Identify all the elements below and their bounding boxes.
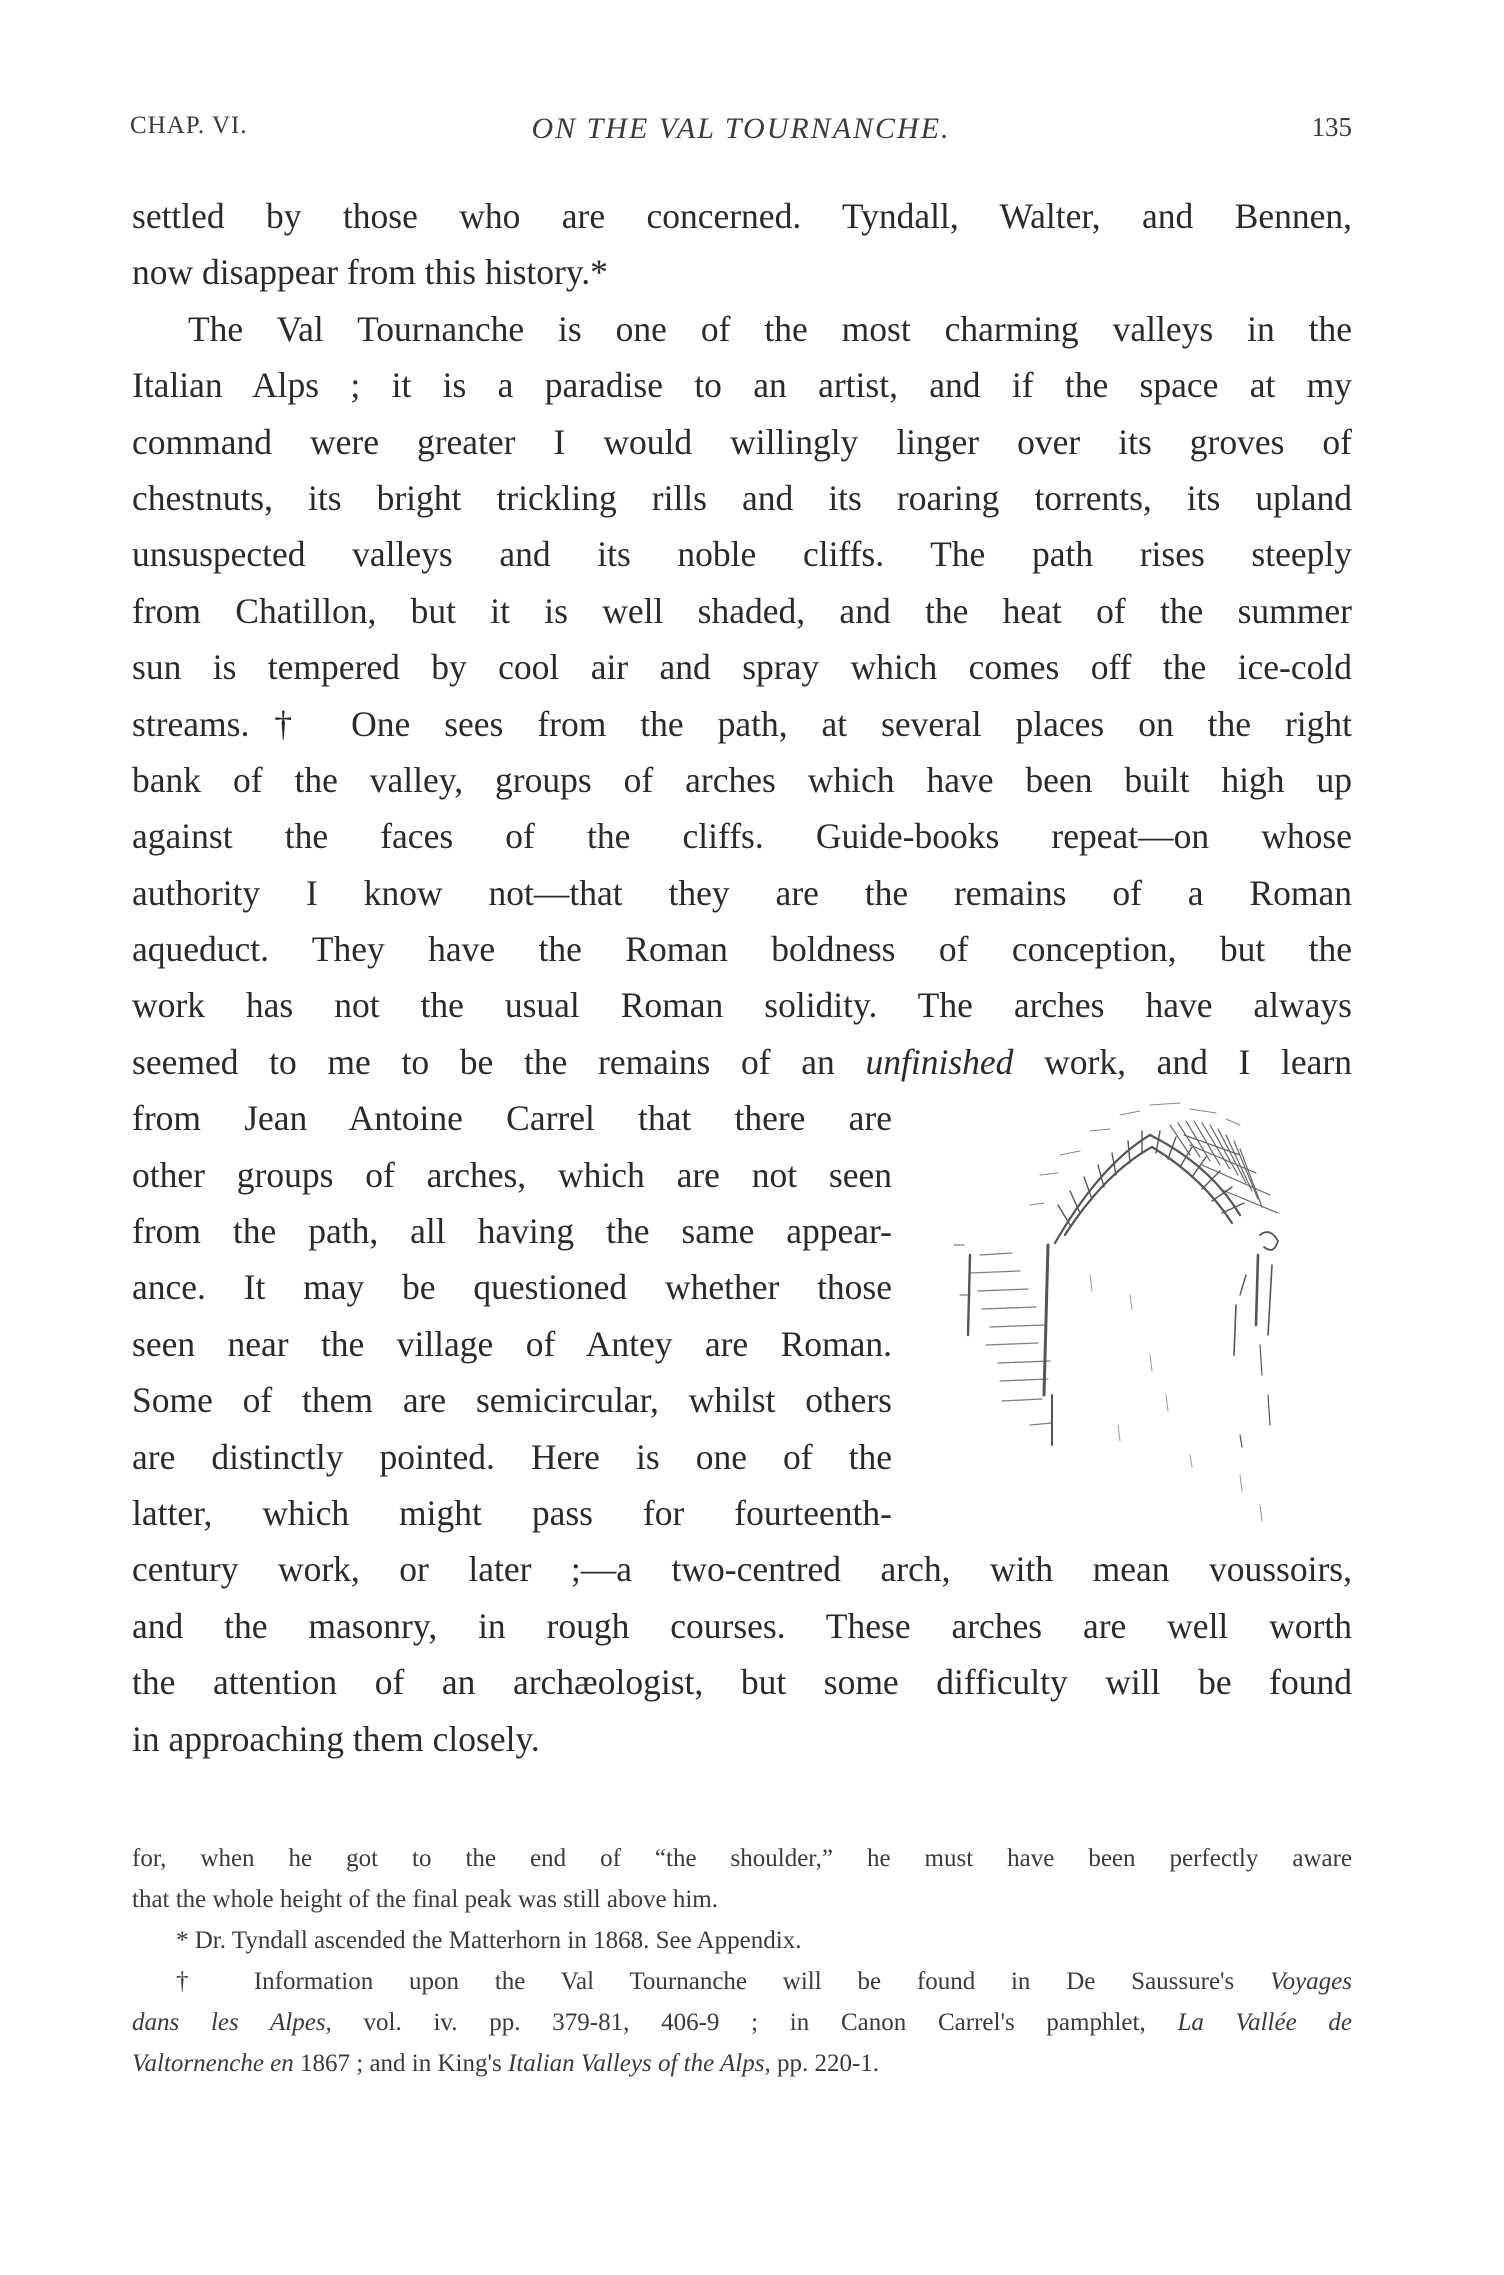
text-line: against the faces of the cliffs. Guide-books repeat—on whose [132, 816, 1352, 857]
text-line: other groups of arches, which are not seen [132, 1154, 892, 1195]
pointed-arch-engraving [940, 1095, 1340, 1535]
text-line: work has not the usual Roman solidity. The arches have always [132, 985, 1352, 1026]
text-fragment: vol. iv. pp. 379-81, 406-9 ; in Canon Carrel's pamphlet, [363, 2009, 1146, 2036]
text-fragment: pp. 220-1. [776, 2050, 880, 2077]
text-line: and the masonry, in rough courses. These arches are well worth [132, 1605, 1352, 1646]
text-line: The Val Tournanche is one of the most charming valleys in the [188, 308, 1352, 349]
text-line: seen near the village of Antey are Roman. [132, 1323, 892, 1364]
footnote-star: * Dr. Tyndall ascended the Matterhorn in 1868. See Appendix. [176, 1927, 802, 1954]
text-line: from Chatillon, but it is well shaded, and the heat of the summer [132, 590, 1352, 631]
text-line: Some of them are semicircular, whilst others [132, 1380, 892, 1421]
text-line: are distinctly pointed. Here is one of the [132, 1436, 892, 1477]
text-line: authority I know not—that they are the remains of a Roman [132, 872, 1352, 913]
italic-title: Voyages [1270, 1968, 1352, 1995]
text-line: the attention of an archæologist, but some difficulty will be found [132, 1662, 1352, 1703]
text-line: chestnuts, its bright trickling rills and its roaring torrents, its upland [132, 477, 1352, 518]
text-line: from the path, all having the same appear- [132, 1211, 892, 1252]
footnote-line: that the whole height of the final peak was still above him. [132, 1886, 718, 1913]
text-line: Italian Alps ; it is a paradise to an artist, and if the space at my [132, 365, 1352, 406]
text-fragment: 1867 ; and in King's [300, 2050, 502, 2077]
text-line: unsuspected valleys and its noble cliffs. The path rises steeply [132, 534, 1352, 575]
text-line: aqueduct. They have the Roman boldness of conception, but the [132, 929, 1352, 970]
italic-word: unfinished [865, 1041, 1014, 1082]
footnote-line [132, 2002, 1352, 2043]
text-line: command were greater I would willingly linger over its groves of [132, 421, 1352, 462]
text-line [132, 1034, 1352, 1090]
running-title: ON THE VAL TOURNANCHE. [531, 112, 951, 145]
page-number: 135 [1311, 112, 1352, 142]
text-fragment: † Information upon the Val Tournanche will be found in De Saussure's [176, 1968, 1235, 1995]
footnote-line [132, 2043, 1352, 2084]
text-line: now disappear from this history.* [132, 252, 608, 293]
footnotes [132, 1838, 1352, 2084]
running-head [130, 112, 1352, 152]
footnote-line: for, when he got to the end of “the shoulder,” he must have been perfectly aware [132, 1845, 1352, 1872]
text-line: from Jean Antoine Carrel that there are [132, 1098, 892, 1139]
italic-title: Italian Valleys of the Alps, [508, 2050, 771, 2077]
text-line: in approaching them closely. [132, 1718, 540, 1759]
text-fragment: seemed to me to be the remains of an [132, 1041, 835, 1082]
text-line: bank of the valley, groups of arches which have been built high up [132, 759, 1352, 800]
italic-title: Valtornenche en [132, 2050, 294, 2077]
text-line: streams.† One sees from the path, at several places on the right [132, 703, 1352, 744]
chapter-label: CHAP. VI. [130, 112, 248, 139]
text-fragment: work, and I learn [1044, 1041, 1353, 1082]
text-line: settled by those who are concerned. Tyndall, Walter, and Bennen, [132, 196, 1352, 236]
text-line: ance. It may be questioned whether those [132, 1267, 892, 1308]
text-line: latter, which might pass for fourteenth- [132, 1492, 892, 1533]
text-line: sun is tempered by cool air and spray which comes off the ice-cold [132, 647, 1352, 688]
italic-title: La Vallée de [1177, 2009, 1353, 2036]
text-line: century work, or later ;—a two-centred arch, with mean voussoirs, [132, 1549, 1352, 1590]
footnote-dagger [132, 1961, 1352, 2002]
italic-title: dans les Alpes, [132, 2009, 332, 2036]
